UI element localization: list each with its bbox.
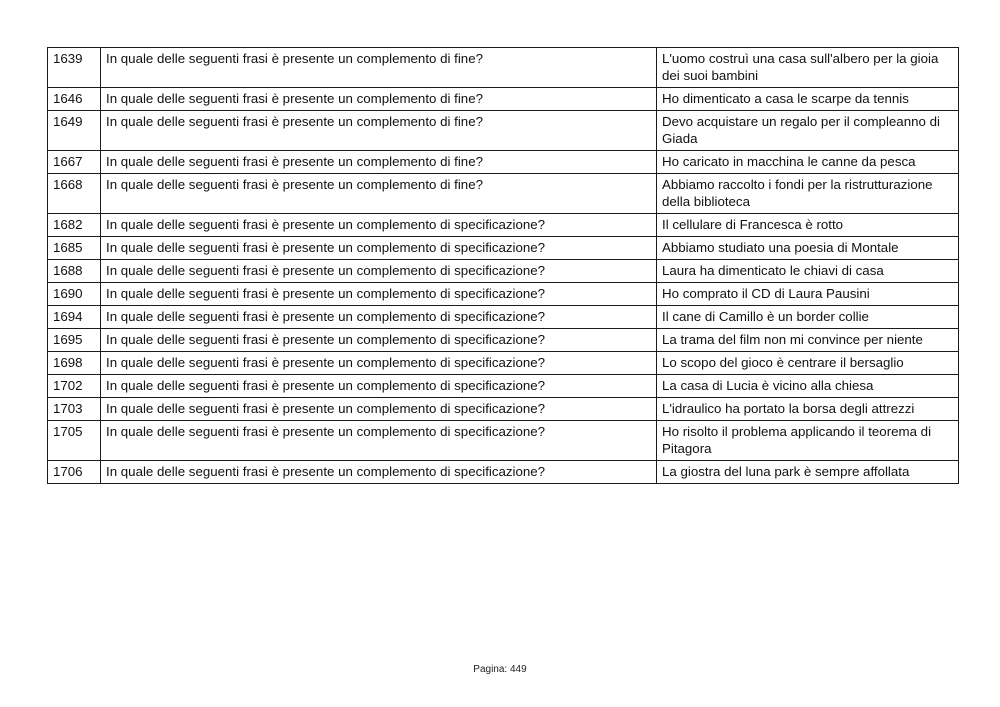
- question-id-cell: 1706: [48, 461, 101, 484]
- answer-text-cell: Laura ha dimenticato le chiavi di casa: [657, 260, 959, 283]
- answer-text-cell: Ho dimenticato a casa le scarpe da tennis: [657, 88, 959, 111]
- question-text-cell: In quale delle seguenti frasi è presente un complemento di specificazione?: [101, 260, 657, 283]
- answer-text-cell: Abbiamo raccolto i fondi per la ristrutturazione della biblioteca: [657, 174, 959, 214]
- answer-text-cell: La trama del film non mi convince per niente: [657, 329, 959, 352]
- question-text-cell: In quale delle seguenti frasi è presente un complemento di fine?: [101, 174, 657, 214]
- question-id-cell: 1702: [48, 375, 101, 398]
- table-row: [48, 421, 959, 461]
- question-text-cell: In quale delle seguenti frasi è presente un complemento di fine?: [101, 151, 657, 174]
- question-text-cell: In quale delle seguenti frasi è presente un complemento di specificazione?: [101, 421, 657, 461]
- question-id-cell: 1688: [48, 260, 101, 283]
- question-text-cell: In quale delle seguenti frasi è presente un complemento di fine?: [101, 111, 657, 151]
- question-id-cell: 1695: [48, 329, 101, 352]
- answer-text-cell: Ho comprato il CD di Laura Pausini: [657, 283, 959, 306]
- table-row: [48, 283, 959, 306]
- table-row: [48, 352, 959, 375]
- question-table-body: [48, 48, 959, 484]
- question-text-cell: In quale delle seguenti frasi è presente un complemento di specificazione?: [101, 214, 657, 237]
- question-text-cell: In quale delle seguenti frasi è presente un complemento di specificazione?: [101, 352, 657, 375]
- answer-text-cell: Ho caricato in macchina le canne da pesca: [657, 151, 959, 174]
- question-id-cell: 1705: [48, 421, 101, 461]
- table-row: [48, 174, 959, 214]
- table-row: [48, 306, 959, 329]
- question-id-cell: 1639: [48, 48, 101, 88]
- question-id-cell: 1646: [48, 88, 101, 111]
- question-table: [47, 47, 959, 484]
- table-row: [48, 461, 959, 484]
- answer-text-cell: Il cellulare di Francesca è rotto: [657, 214, 959, 237]
- table-row: [48, 375, 959, 398]
- question-id-cell: 1694: [48, 306, 101, 329]
- table-row: [48, 329, 959, 352]
- question-text-cell: In quale delle seguenti frasi è presente un complemento di specificazione?: [101, 329, 657, 352]
- question-text-cell: In quale delle seguenti frasi è presente un complemento di specificazione?: [101, 398, 657, 421]
- answer-text-cell: L'uomo costruì una casa sull'albero per la gioia dei suoi bambini: [657, 48, 959, 88]
- answer-text-cell: Il cane di Camillo è un border collie: [657, 306, 959, 329]
- table-row: [48, 260, 959, 283]
- question-text-cell: In quale delle seguenti frasi è presente un complemento di specificazione?: [101, 461, 657, 484]
- answer-text-cell: La casa di Lucia è vicino alla chiesa: [657, 375, 959, 398]
- question-text-cell: In quale delle seguenti frasi è presente un complemento di specificazione?: [101, 237, 657, 260]
- question-text-cell: In quale delle seguenti frasi è presente un complemento di specificazione?: [101, 283, 657, 306]
- question-text-cell: In quale delle seguenti frasi è presente un complemento di fine?: [101, 88, 657, 111]
- answer-text-cell: La giostra del luna park è sempre affollata: [657, 461, 959, 484]
- table-row: [48, 88, 959, 111]
- question-text-cell: In quale delle seguenti frasi è presente un complemento di specificazione?: [101, 306, 657, 329]
- answer-text-cell: Lo scopo del gioco è centrare il bersaglio: [657, 352, 959, 375]
- question-id-cell: 1685: [48, 237, 101, 260]
- question-text-cell: In quale delle seguenti frasi è presente un complemento di specificazione?: [101, 375, 657, 398]
- answer-text-cell: Devo acquistare un regalo per il compleanno di Giada: [657, 111, 959, 151]
- table-row: [48, 48, 959, 88]
- question-id-cell: 1649: [48, 111, 101, 151]
- question-text-cell: In quale delle seguenti frasi è presente un complemento di fine?: [101, 48, 657, 88]
- question-id-cell: 1690: [48, 283, 101, 306]
- page-number: Pagina: 449: [473, 664, 527, 675]
- table-row: [48, 398, 959, 421]
- answer-text-cell: Abbiamo studiato una poesia di Montale: [657, 237, 959, 260]
- question-id-cell: 1668: [48, 174, 101, 214]
- question-id-cell: 1667: [48, 151, 101, 174]
- question-id-cell: 1682: [48, 214, 101, 237]
- table-row: [48, 111, 959, 151]
- question-id-cell: 1703: [48, 398, 101, 421]
- question-id-cell: 1698: [48, 352, 101, 375]
- table-row: [48, 151, 959, 174]
- table-row: [48, 237, 959, 260]
- table-row: [48, 214, 959, 237]
- answer-text-cell: Ho risolto il problema applicando il teorema di Pitagora: [657, 421, 959, 461]
- answer-text-cell: L'idraulico ha portato la borsa degli attrezzi: [657, 398, 959, 421]
